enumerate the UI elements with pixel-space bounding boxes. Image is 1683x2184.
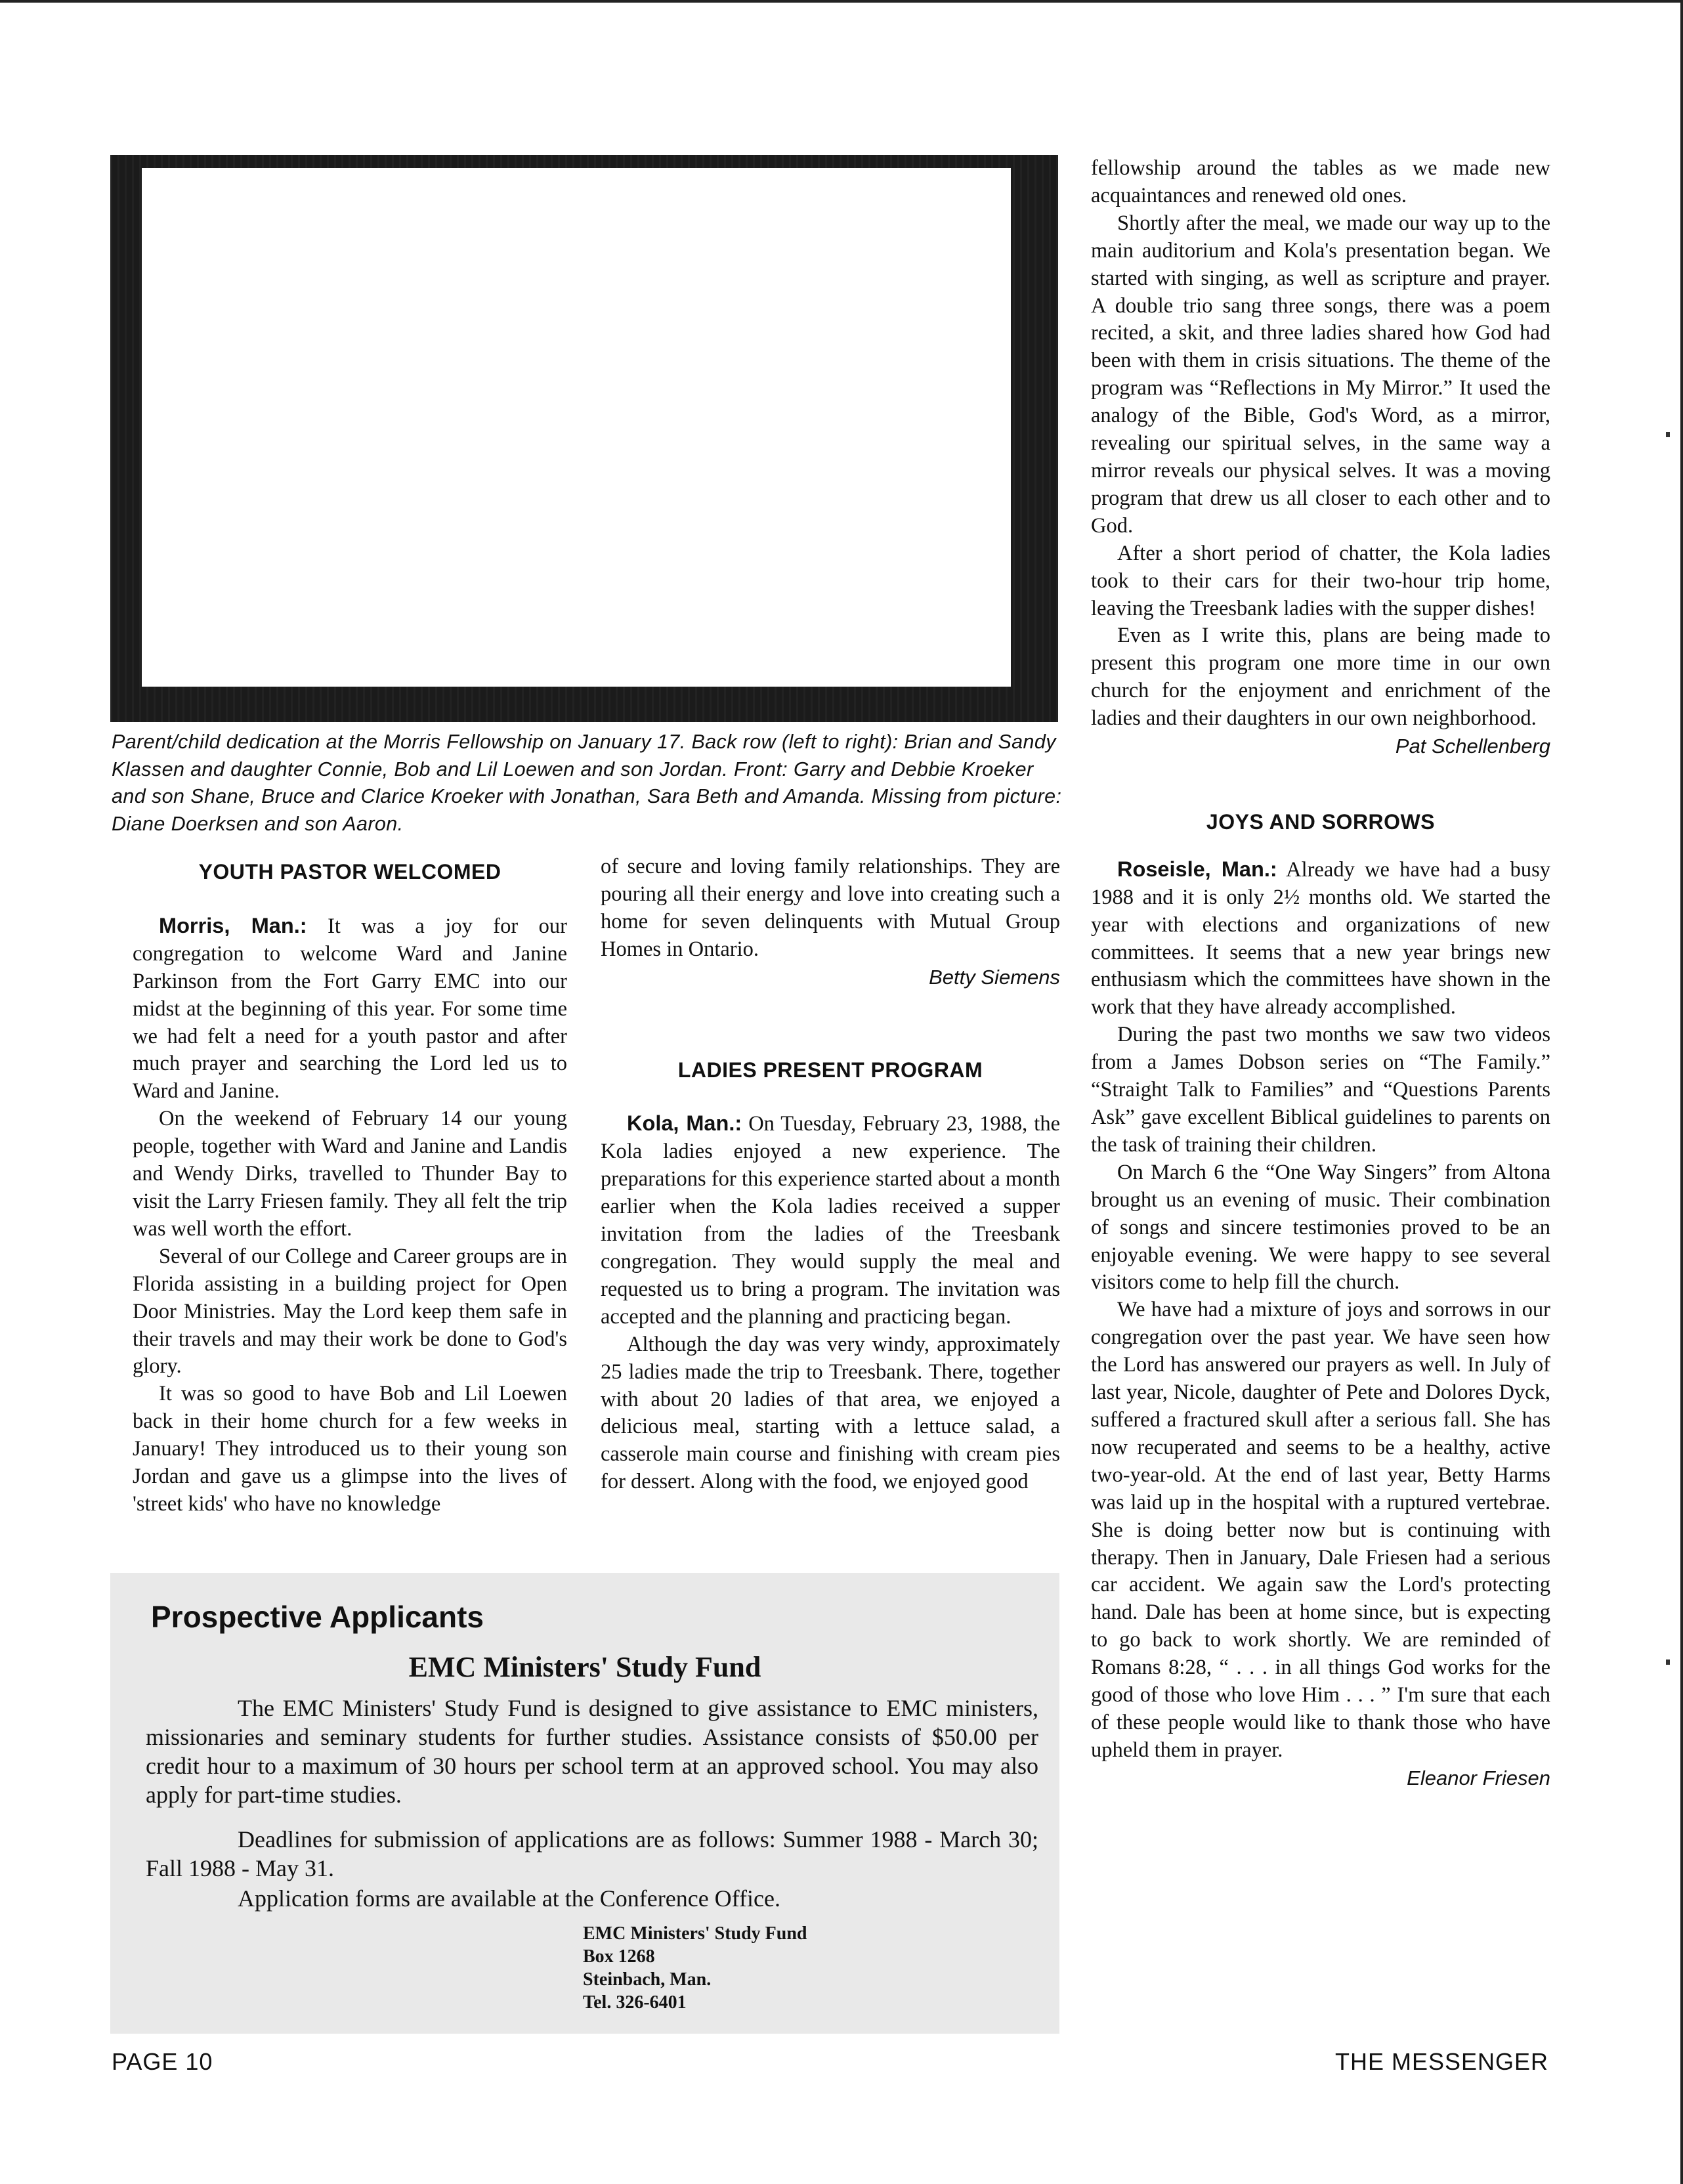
youth-paragraph-3: Several of our College and Career groups are in Florida assisting in a building project for Open Door Ministries. May the Lord keep them safe in their travels and may their work be done to God's glory. xyxy=(133,1244,567,1379)
ladies-signature: Pat Schellenberg xyxy=(1395,735,1550,758)
fund-heading: Prospective Applicants xyxy=(151,1600,484,1634)
dedication-photo xyxy=(110,155,1058,722)
scan-border-right xyxy=(1680,0,1683,2184)
fund-paragraph-2: Deadlines for submission of applications are as follows: Summer 1988 - March 30; Fall 1988 - May 31. xyxy=(146,1826,1038,1881)
scan-speck xyxy=(1666,1659,1670,1665)
spacer xyxy=(1091,760,1550,809)
fund-address xyxy=(583,1922,807,2014)
publication-name: THE MESSENGER xyxy=(1334,2048,1548,2075)
youth-paragraph-1 xyxy=(133,912,567,1105)
column-middle xyxy=(601,853,1060,1496)
ladies-paragraph-5: After a short period of chatter, the Kola ladies took to their cars for their two-hour trip home, leaving the Treesbank ladies with the supper dishes! xyxy=(1091,541,1550,620)
spacer xyxy=(601,1084,1060,1110)
fund-title: EMC Ministers' Study Fund xyxy=(408,1651,761,1683)
ladies-paragraph-2: Although the day was very windy, approximately 25 ladies made the trip to Treesbank. There, together with about 20 ladies of that area, we enjoyed a delicious meal, starting with a lettuce salad, a casserole main course and finishing with cream pies for dessert. Along with the food, we enjoyed good xyxy=(601,1332,1060,1494)
photo-caption: Parent/child dedication at the Morris Fellowship on January 17. Back row (left to right): Brian and Sandy Klassen and daughter Connie, Bob and Lil Loewen and son Jordan. Front: Garry and Debbie Kroeker and son Shane, Bruce and Clarice Kroeker with Jonathan, Sara Beth and Amanda. Missing from picture: Diane Doerksen and son Aaron. xyxy=(112,731,1062,835)
joys-signature: Eleanor Friesen xyxy=(1407,1766,1550,1789)
photo-blank-area xyxy=(142,168,1011,687)
ladies-paragraph-4: Shortly after the meal, we made our way up to the main auditorium and Kola's presentation began. We started with singing, as well as scripture and prayer. A double trio sang three songs, there was a poem recited, a skit, and three ladies shared how God had been with them in crisis situations. The theme of the program was “Reflections in My Mirror.” It used the analogy of the Bible, God's Word, as a mirror, revealing our spiritual selves, in the same way a mirror reveals our physical selves. It was a moving program that drew us all closer to each other and to God. xyxy=(1091,211,1550,538)
ladies-paragraph-6: Even as I write this, plans are being made to present this program one more time in our own church for the enjoyment and enrichment of the ladies and their daughters in our own neighborhood. xyxy=(1091,624,1550,731)
fund-address-line-3: Steinbach, Man. xyxy=(583,1969,712,1990)
spacer xyxy=(1091,836,1550,856)
fund-paragraph-1: The EMC Ministers' Study Fund is designed to give assistance to EMC ministers, missionaries and seminary students for further studies. Assistance consists of $50.00 per credit hour to a maximum of 30 hours per school term at an approved school. You may also apply for part-time studies. xyxy=(146,1695,1038,1808)
ladies-paragraph-3: fellowship around the tables as we made new acquaintances and renewed old ones. xyxy=(1091,156,1550,207)
fund-address-line-4: Tel. 326-6401 xyxy=(583,1992,687,2013)
youth-heading: YOUTH PASTOR WELCOMED xyxy=(198,860,501,884)
joys-paragraph-3: On March 6 the “One Way Singers” from Altona brought us an evening of music. Their combination of songs and sincere testimonies proved to be an enjoyable evening. We were happy to see several visitors come to help fill the church. xyxy=(1091,1160,1550,1295)
joys-heading: JOYS AND SORROWS xyxy=(1206,809,1436,834)
joys-paragraph-1 xyxy=(1091,856,1550,1021)
ladies-heading: LADIES PRESENT PROGRAM xyxy=(677,1058,983,1082)
scan-speck xyxy=(1666,432,1670,437)
page-number: PAGE 10 xyxy=(112,2048,213,2075)
ladies-paragraph-1 xyxy=(601,1110,1060,1331)
youth-place: Morris, Man.: xyxy=(159,913,307,937)
joys-place: Roseisle, Man.: xyxy=(1117,857,1277,881)
fund-paragraph-3: Application forms are available at the Conference Office. xyxy=(238,1885,780,1912)
column-right xyxy=(1091,155,1550,1792)
spacer xyxy=(601,991,1060,1057)
ladies-text-1: On Tuesday, February 23, 1988, the Kola ladies enjoyed a new experience. The preparations for this experience started about a month earlier when the Kola ladies received a supper invitation from the ladies of the Treesbank congregation. They would supply the meal and requested us to bring a program. The invitation was accepted and the planning and practicing began. xyxy=(601,1112,1060,1329)
fund-address-line-2: Box 1268 xyxy=(583,1946,655,1967)
joys-paragraph-4: We have had a mixture of joys and sorrows in our congregation over the past year. We have seen how the Lord has answered our prayers as well. In July of last year, Nicole, daughter of Pete and Dolores Dyck, suffered a fractured skull after a serious fall. She has now recuperated and seems to be a healthy, active two-year-old. At the end of last year, Betty Harms was laid up in the hospital with a ruptured vertebrae. She is doing better now but is continuing with therapy. Then in January, Dale Friesen had a serious car accident. We again saw the Lord's protecting hand. Dale has been at home since, but is expecting to go back to work shortly. We are reminded of Romans 8:28, “ . . . in all things God works for the good of those who love Him . . . ” I'm sure that each of these people would like to thank those who have upheld them in prayer. xyxy=(1091,1298,1550,1762)
joys-paragraph-2: During the past two months we saw two videos from a James Dobson series on “The Family.” “Straight Talk to Families” and “Questions Parents Ask” gave excellent Biblical guidelines to parents on the task of training their children. xyxy=(1091,1023,1550,1157)
joys-text-1: Already we have had a busy 1988 and it is only 2½ months old. We started the year with elections and organizations of new committees. It seems that a new year brings new enthusiasm which the committees have shown in the work that they have already accomplished. xyxy=(1091,857,1550,1019)
study-fund-notice xyxy=(110,1573,1059,2034)
spacer xyxy=(133,886,567,912)
fund-address-line-1: EMC Ministers' Study Fund xyxy=(583,1923,807,1944)
youth-paragraph-5: of secure and loving family relationships. They are pouring all their energy and love into creating such a home for seven delinquents with Mutual Group Homes in Ontario. xyxy=(601,855,1060,961)
youth-text-1: It was a joy for our congregation to welcome Ward and Janine Parkinson from the Fort Garry EMC into our midst at the beginning of this year. For some time we had felt a need for a youth pastor and after much prayer and searching the Lord led us to Ward and Janine. xyxy=(133,914,568,1103)
youth-paragraph-4: It was so good to have Bob and Lil Loewen back in their home church for a few weeks in January! They introduced us to their young son Jordan and gave us a glimpse into the lives of 'street kids' who have no knowledge xyxy=(133,1382,567,1516)
youth-signature: Betty Siemens xyxy=(929,965,1060,989)
ladies-place: Kola, Man.: xyxy=(627,1111,742,1136)
scan-border-top xyxy=(0,0,1683,3)
youth-paragraph-2: On the weekend of February 14 our young people, together with Ward and Janine and Landis and Wendy Dirks, travelled to Thunder Bay to visit the Larry Friesen family. They all felt the trip was well worth the effort. xyxy=(133,1107,567,1241)
column-left xyxy=(133,859,567,1518)
